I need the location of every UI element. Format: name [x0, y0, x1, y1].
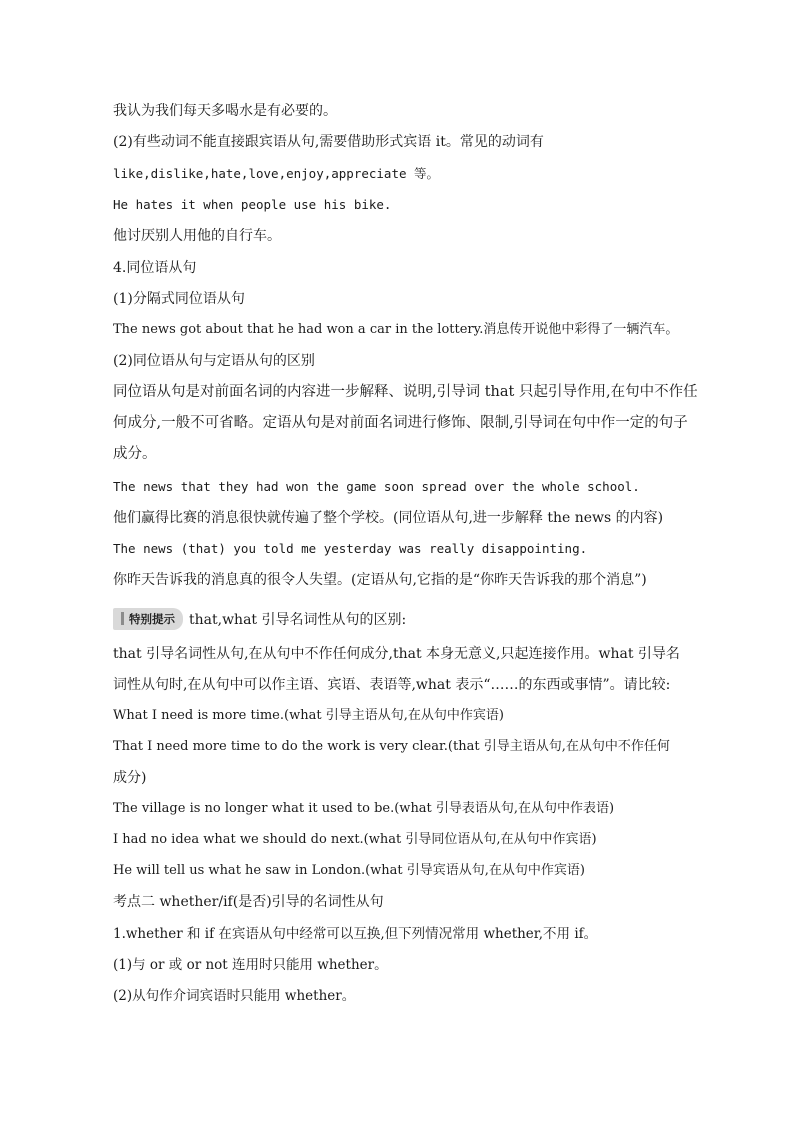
example-sentence: I had no idea what we should do next.(what 引导同位语从句,在从句中作宾语) — [113, 832, 597, 847]
tip-line — [113, 609, 406, 631]
text-line: 他讨厌别人用他的自行车。 — [113, 228, 281, 244]
text-line: like,dislike,hate,love,enjoy,appreciate 等。 — [113, 166, 440, 181]
example-sentence: That I need more time to do the work is very clear.(that 引导主语从句,在从句中不作任何 — [113, 739, 670, 754]
subsection-heading: (1)分隔式同位语从句 — [113, 291, 245, 307]
text-line: 你昨天告诉我的消息真的很令人失望。(定语从句,它指的是“你昨天告诉我的那个消息”) — [113, 572, 647, 588]
example-sentence: The news (that) you told me yesterday was really disappointing. — [113, 541, 588, 556]
tip-badge: 特别提示 — [113, 608, 183, 630]
text-line: (2)有些动词不能直接跟宾语从句,需要借助形式宾语 it。常见的动词有 — [113, 134, 544, 150]
text-line: 我认为我们每天多喝水是有必要的。 — [113, 103, 337, 119]
text-line: 1.whether 和 if 在宾语从句中经常可以互换,但下列情况常用 whether,不用 if。 — [113, 926, 598, 942]
example-sentence: The news got about that he had won a car in the lottery.消息传开说他中彩得了一辆汽车。 — [113, 322, 679, 337]
section-heading: 4.同位语从句 — [113, 260, 197, 276]
text-line: 何成分,一般不可省略。定语从句是对前面名词进行修饰、限制,引导词在句中作一定的句子 — [113, 415, 688, 431]
example-sentence: The news that they had won the game soon spread over the whole school. — [113, 479, 640, 494]
example-sentence: The village is no longer what it used to be.(what 引导表语从句,在从句中作表语) — [113, 801, 615, 816]
text-line: that 引导名词性从句,在从句中不作任何成分,that 本身无意义,只起连接作用。what 引导名 — [113, 646, 680, 662]
text-line: 成分) — [113, 770, 147, 786]
text-line: 词性从句时,在从句中可以作主语、宾语、表语等,what 表示“……的东西或事情”。请比较: — [113, 677, 671, 693]
text-line: 他们赢得比赛的消息很快就传遍了整个学校。(同位语从句,进一步解释 the news 的内容) — [113, 510, 664, 526]
text-line: 成分。 — [113, 446, 157, 462]
text-line: (2)从句作介词宾语时只能用 whether。 — [113, 988, 356, 1004]
text-line: (1)与 or 或 or not 连用时只能用 whether。 — [113, 957, 388, 973]
example-sentence: He hates it when people use his bike. — [113, 197, 392, 212]
tip-title: that,what 引导名词性从句的区别: — [189, 612, 407, 628]
text-line: 同位语从句是对前面名词的内容进一步解释、说明,引导词 that 只起引导作用,在句中不作任 — [113, 384, 698, 400]
example-sentence: He will tell us what he saw in London.(what 引导宾语从句,在从句中作宾语) — [113, 863, 585, 878]
subsection-heading: (2)同位语从句与定语从句的区别 — [113, 353, 315, 369]
section-heading: 考点二 whether/if(是否)引导的名词性从句 — [113, 894, 384, 910]
example-sentence: What I need is more time.(what 引导主语从句,在从句中作宾语) — [113, 708, 504, 723]
